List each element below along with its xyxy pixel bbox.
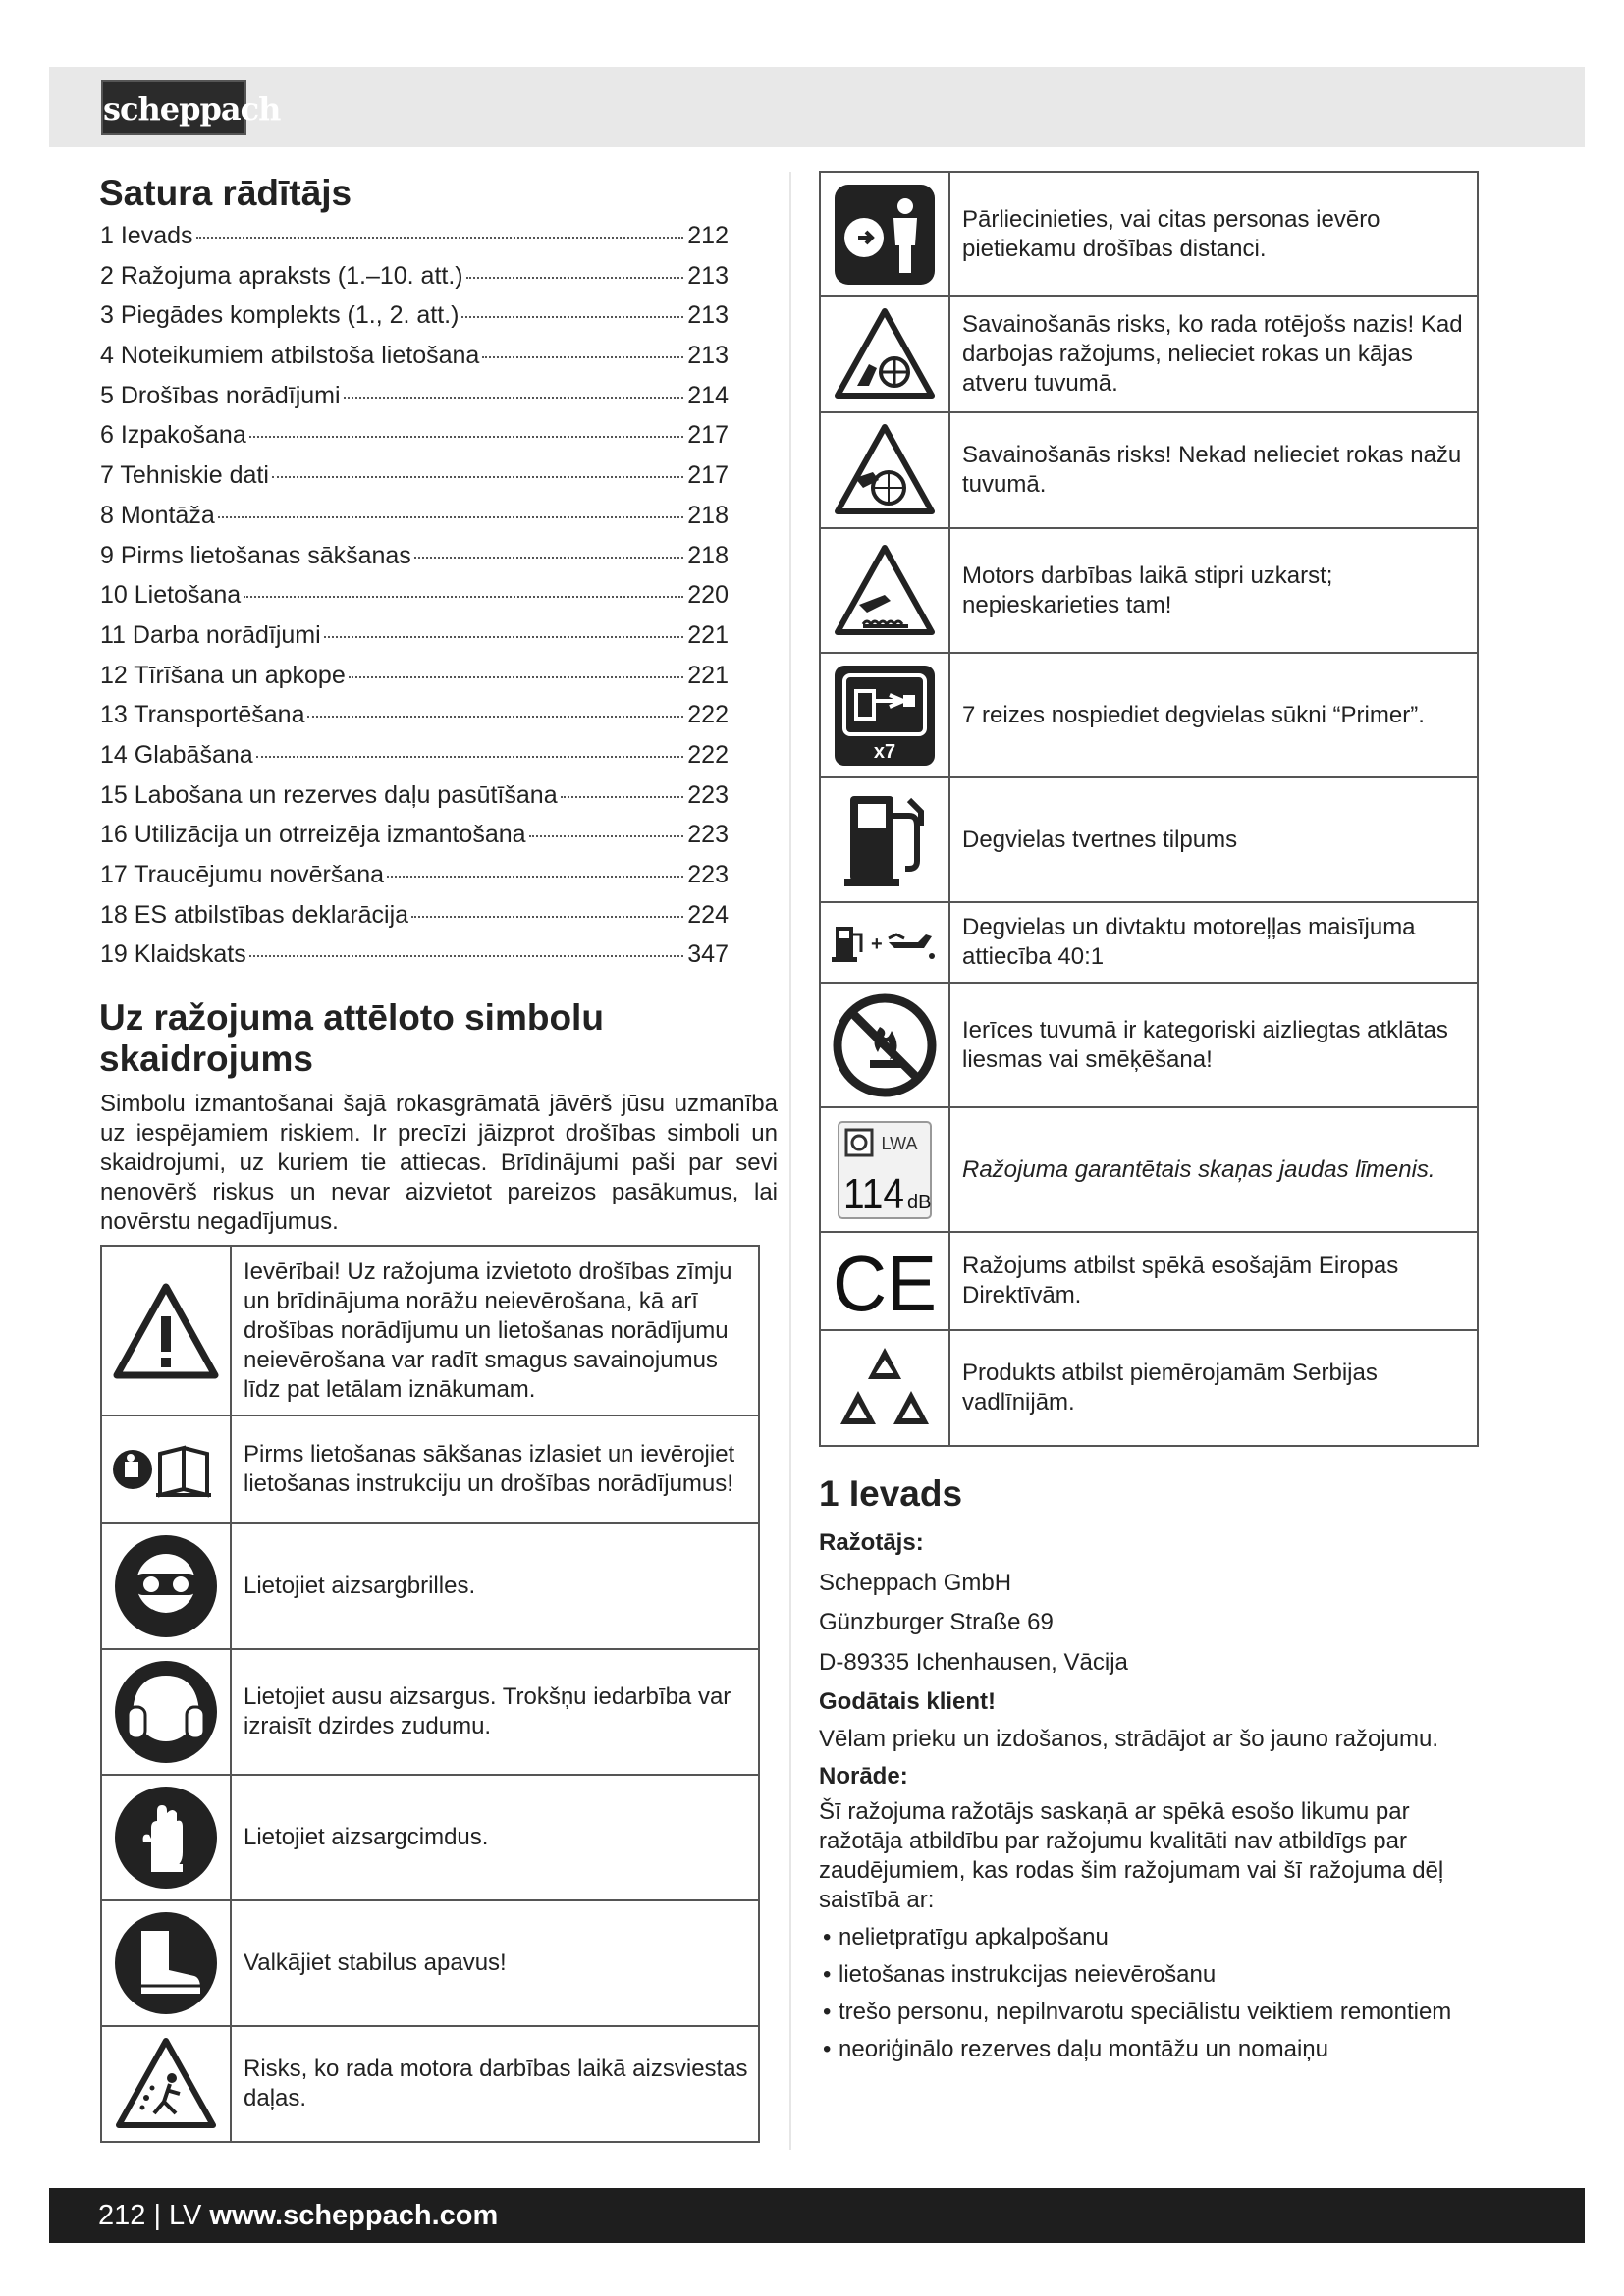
warning-triangle-icon xyxy=(102,1282,230,1380)
toc-entry-title: 15 Labošana un rezerves daļu pasūtīšana xyxy=(100,780,558,809)
symbols-intro: Simbolu izmantošanai šajā rokasgrāmatā jāvērš jūsu uzmanība uz iespējamiem riskiem. Ir precīzi jāizprot drošības simboli un skaidrojumi, uz kuriem tie attiecas. Brīdinājumi paši par sevi nenovērš riskus un nevar aizvietot pareizos pasākumus, lai novērstu negadījumus. xyxy=(100,1091,778,1235)
toc-entry-title: 6 Izpakošana xyxy=(100,421,246,450)
rotating-blade-feet-warning-icon xyxy=(821,307,948,401)
toc-entry-title: 5 Drošības norādījumi xyxy=(100,381,341,409)
table-of-contents xyxy=(100,222,729,981)
table-row xyxy=(820,983,1478,1107)
toc-entry[interactable] xyxy=(100,342,729,382)
toc-entry-title: 12 Tīrīšana un apkope xyxy=(100,661,346,689)
table-row xyxy=(820,653,1478,777)
list-item: • trešo personu, nepilnvarotu speciālistu veiktiem remontiem xyxy=(819,1998,1467,2027)
toc-entry-page: 347 xyxy=(687,940,729,969)
toc-entry[interactable] xyxy=(100,421,729,461)
hot-surface-warning-icon xyxy=(821,544,948,638)
table-row xyxy=(101,1900,759,2026)
symbol-text: Ražojuma garantētais skaņas jaudas līmenis. xyxy=(949,1107,1478,1232)
address-line: Günzburger Straße 69 xyxy=(819,1609,1054,1635)
website-link[interactable]: www.scheppach.com xyxy=(209,2200,499,2231)
toc-entry[interactable] xyxy=(100,262,729,302)
symbol-text: Degvielas tvertnes tilpums xyxy=(949,777,1478,902)
toc-entry[interactable] xyxy=(100,502,729,542)
safety-boots-icon xyxy=(102,1909,230,2017)
toc-entry-page: 213 xyxy=(687,261,729,290)
toc-entry[interactable] xyxy=(100,461,729,502)
greeting-text: Vēlam prieku un izdošanos, strādājot ar šo jauno ražojumu. xyxy=(819,1725,1439,1752)
symbol-text: Degvielas un divtaktu motoreļļas maisījuma attiecība 40:1 xyxy=(949,902,1478,983)
toc-entry[interactable] xyxy=(100,301,729,342)
no-open-flame-icon xyxy=(821,991,948,1099)
symbol-text: Savainošanās risks, ko rada rotējošs nazis! Kad darbojas ražojums, nelieciet rokas un kājas atveru tuvumā. xyxy=(949,296,1478,412)
symbols-title: Uz ražojuma attēloto simbolu skaidrojums xyxy=(99,997,604,1079)
toc-leader-dots xyxy=(324,636,684,638)
toc-entry-title: 13 Transportēšana xyxy=(100,701,305,729)
page-number: 212 | LV xyxy=(98,2200,202,2231)
toc-entry-title: 14 Glabāšana xyxy=(100,740,253,769)
symbol-text: Ierīces tuvumā ir kategoriski aizliegtas atklātas liesmas vai smēķēšana! xyxy=(949,983,1478,1107)
toc-entry[interactable] xyxy=(100,382,729,422)
toc-leader-dots xyxy=(307,716,683,718)
toc-entry-title: 7 Tehniskie dati xyxy=(100,461,269,490)
toc-leader-dots xyxy=(218,516,684,518)
toc-leader-dots xyxy=(414,557,683,559)
ear-protection-icon xyxy=(102,1658,230,1766)
toc-entry-page: 213 xyxy=(687,301,729,330)
toc-entry-title: 9 Pirms lietošanas sākšanas xyxy=(100,541,411,569)
symbol-text: Lietojiet ausu aizsargus. Trokšņu iedarbība var izraisīt dzirdes zudumu. xyxy=(231,1649,759,1775)
toc-entry-page: 213 xyxy=(687,342,729,370)
toc-entry-page: 217 xyxy=(687,461,729,490)
address-line: D-89335 Ichenhausen, Vācija xyxy=(819,1648,1128,1676)
toc-entry-title: 17 Traucējumu novēršana xyxy=(100,861,385,888)
toc-entry-page: 221 xyxy=(687,620,729,649)
toc-entry-title: 8 Montāža xyxy=(100,501,215,529)
toc-leader-dots xyxy=(272,476,683,478)
flying-parts-warning-icon xyxy=(102,2037,230,2131)
toc-entry[interactable] xyxy=(100,940,729,981)
table-row xyxy=(820,296,1478,412)
toc-leader-dots xyxy=(256,756,684,758)
toc-leader-dots xyxy=(244,596,683,598)
table-row xyxy=(820,528,1478,653)
toc-leader-dots xyxy=(344,397,684,399)
read-manual-icon xyxy=(102,1440,230,1499)
toc-entry-title: 19 Klaidskats xyxy=(100,940,246,969)
toc-leader-dots xyxy=(482,356,683,358)
symbol-text: Valkājiet stabilus apavus! xyxy=(231,1900,759,2026)
header-bar xyxy=(49,67,1585,147)
toc-entry-page: 212 xyxy=(687,222,729,249)
table-row xyxy=(101,1649,759,1775)
toc-entry-page: 218 xyxy=(687,541,729,569)
table-row xyxy=(101,1246,759,1415)
table-row xyxy=(820,1232,1478,1330)
toc-leader-dots xyxy=(387,876,683,878)
toc-entry[interactable] xyxy=(100,542,729,582)
toc-entry-page: 222 xyxy=(687,701,729,729)
sound-power-value: 114 xyxy=(843,1169,904,1218)
list-item: • lietošanas instrukcijas neievērošanu xyxy=(819,1960,1467,1990)
toc-entry-title: 11 Darba norādījumi xyxy=(100,620,321,649)
table-row xyxy=(820,1330,1478,1446)
toc-title: Satura rādītājs xyxy=(99,173,352,213)
column-divider xyxy=(789,172,791,2150)
symbol-text: Pirms lietošanas sākšanas izlasiet un ievērojiet lietošanas instrukciju un drošības norādījumus! xyxy=(231,1415,759,1523)
toc-entry[interactable] xyxy=(100,621,729,662)
symbol-text: Lietojiet aizsargbrilles. xyxy=(231,1523,759,1649)
toc-entry-page: 224 xyxy=(687,900,729,929)
table-row xyxy=(820,902,1478,983)
address-line: Scheppach GmbH xyxy=(819,1569,1012,1596)
toc-entry[interactable] xyxy=(100,701,729,741)
scheppach-logo: scheppach xyxy=(101,80,246,135)
keep-distance-icon xyxy=(821,181,948,289)
toc-leader-dots xyxy=(349,676,684,678)
toc-entry-page: 214 xyxy=(687,381,729,409)
sound-power-sublabel: LWA xyxy=(881,1133,918,1153)
toc-entry[interactable] xyxy=(100,581,729,621)
table-row xyxy=(820,172,1478,296)
serbia-conformity-icon xyxy=(821,1344,948,1432)
symbol-text: Motors darbības laikā stipri uzkarst; nepieskarieties tam! xyxy=(949,528,1478,653)
blade-hand-warning-icon xyxy=(821,423,948,517)
symbol-text: Ražojums atbilst spēkā esošajām Eiropas Direktīvām. xyxy=(949,1232,1478,1330)
symbols-table-right xyxy=(819,171,1479,1447)
primer-count-label: x7 xyxy=(873,740,896,763)
toc-entry-page: 222 xyxy=(687,740,729,769)
toc-entry-title: 2 Ražojuma apraksts (1.–10. att.) xyxy=(100,261,463,290)
fuel-oil-mix-icon xyxy=(821,921,948,964)
svg-text:+: + xyxy=(871,934,883,955)
table-row xyxy=(101,2026,759,2142)
fuel-pump-icon xyxy=(821,786,948,894)
toc-leader-dots xyxy=(529,835,684,837)
liability-list xyxy=(819,1923,1467,2064)
toc-leader-dots xyxy=(249,955,684,957)
toc-leader-dots xyxy=(561,796,684,798)
ce-mark-icon xyxy=(821,1242,948,1320)
toc-entry-page: 223 xyxy=(687,821,729,849)
toc-entry[interactable] xyxy=(100,861,729,901)
toc-entry-page: 223 xyxy=(687,861,729,888)
toc-leader-dots xyxy=(411,916,683,918)
intro-title: 1 Ievads xyxy=(819,1473,963,1514)
symbol-text: Produkts atbilst piemērojamām Serbijas vadlīnijām. xyxy=(949,1330,1478,1446)
toc-entry[interactable] xyxy=(100,741,729,781)
toc-entry-page: 218 xyxy=(687,501,729,529)
symbols-table-left xyxy=(100,1245,760,2143)
toc-entry[interactable] xyxy=(100,901,729,941)
toc-entry-title: 16 Utilizācija un otrreizēja izmantošana xyxy=(100,821,526,849)
greeting: Godātais klient! xyxy=(819,1688,997,1715)
toc-leader-dots xyxy=(466,277,684,279)
toc-leader-dots xyxy=(196,237,684,239)
symbol-text: Pārliecinieties, vai citas personas ievēro pietiekamu drošības distanci. xyxy=(949,172,1478,296)
symbol-text: 7 reizes nospiediet degvielas sūkni “Primer”. xyxy=(949,653,1478,777)
toc-leader-dots xyxy=(461,316,683,318)
table-row xyxy=(101,1415,759,1523)
toc-entry-page: 217 xyxy=(687,421,729,450)
manufacturer-label: Ražotājs: xyxy=(819,1529,924,1556)
table-row xyxy=(820,1107,1478,1232)
intro-section xyxy=(819,1523,1467,2072)
toc-entry-title: 4 Noteikumiem atbilstoša lietošana xyxy=(100,342,480,370)
toc-entry-page: 221 xyxy=(687,661,729,689)
toc-entry[interactable] xyxy=(100,222,729,262)
table-row xyxy=(820,777,1478,902)
table-row xyxy=(101,1775,759,1900)
toc-entry-title: 18 ES atbilstības deklarācija xyxy=(100,900,409,929)
symbol-text: Savainošanās risks! Nekad nelieciet rokas nažu tuvumā. xyxy=(949,412,1478,528)
toc-entry[interactable] xyxy=(100,662,729,702)
symbol-text: Risks, ko rada motora darbības laikā aizsviestas daļas. xyxy=(231,2026,759,2142)
table-row xyxy=(820,412,1478,528)
table-row xyxy=(101,1523,759,1649)
protective-gloves-icon xyxy=(102,1784,230,1892)
ce-mark-label: CE xyxy=(833,1242,937,1320)
toc-entry-title: 10 Lietošana xyxy=(100,581,242,610)
toc-entry-page: 220 xyxy=(687,581,729,610)
safety-goggles-icon xyxy=(102,1532,230,1640)
footer-bar xyxy=(49,2188,1585,2243)
toc-entry[interactable] xyxy=(100,781,729,822)
note-label: Norāde: xyxy=(819,1762,908,1789)
list-item: • nelietpratīgu apkalpošanu xyxy=(819,1923,1467,1952)
toc-entry-page: 223 xyxy=(687,780,729,809)
symbol-text: Lietojiet aizsargcimdus. xyxy=(231,1775,759,1900)
toc-entry[interactable] xyxy=(100,821,729,861)
symbol-text: Ievērībai! Uz ražojuma izvietoto drošības zīmju un brīdinājuma norāžu neievērošana, kā arī drošības norādījumu un lietošanas norādījumu neievērošana var radīt smagus savainojumus līdz pat letālam iznākumam. xyxy=(231,1246,759,1415)
primer-bulb-icon xyxy=(821,662,948,770)
list-item: • neoriģinālo rezerves daļu montāžu un nomaiņu xyxy=(819,2035,1467,2064)
note-text: Šī ražojuma ražotājs saskaņā ar spēkā esošo likumu par ražotāja atbildību par ražojumu kvalitāti nav atbildīgs par zaudējumiem, kas rodas šim ražojumam vai šī ražojuma dēļ saistībā ar: xyxy=(819,1797,1444,1913)
toc-leader-dots xyxy=(249,436,684,438)
sound-power-unit: dB xyxy=(907,1191,932,1213)
sound-power-icon xyxy=(821,1116,948,1224)
toc-entry-title: 1 Ievads xyxy=(100,222,193,249)
toc-entry-title: 3 Piegādes komplekts (1., 2. att.) xyxy=(100,301,460,330)
